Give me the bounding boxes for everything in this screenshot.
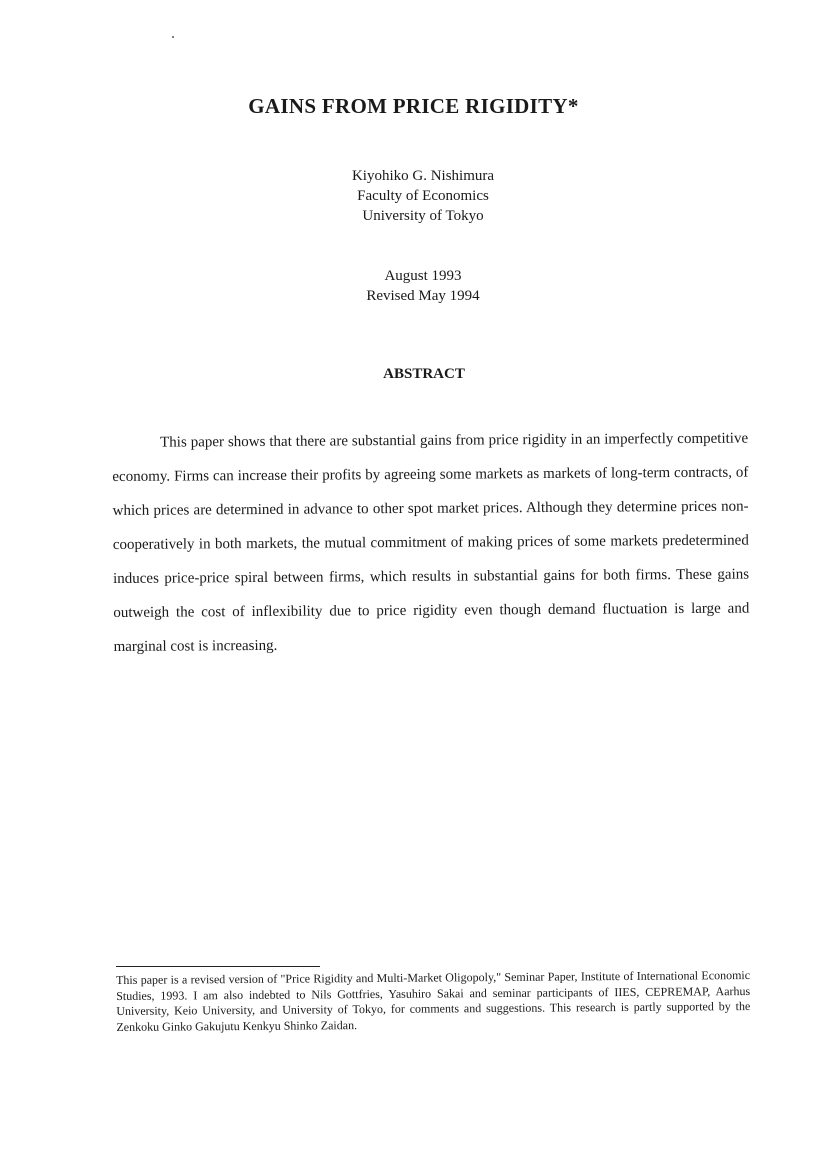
original-date: August 1993	[384, 268, 462, 284]
footnote: This paper is a revised version of "Price Rigidity and Multi-Market Oligopoly," Seminar Paper, Institute of International Economic Studies, 1993. I am also indebted to Nils Gottfries, Yasuhiro Sakai and seminar participants of IIES, CEPREMAP, Aarhus University, Keio University, and University of Tokyo, for comments and suggestions. This research is partly supported by the Zenkoku Ginko Gakujutu Kenkyu Shinko Zaidan.	[116, 968, 751, 1034]
author-affiliation-faculty: Faculty of Economics	[357, 188, 489, 204]
footnote-rule	[116, 966, 320, 967]
author-affiliation-university: University of Tokyo	[362, 208, 484, 224]
date-block	[300, 266, 546, 306]
author-name: Kiyohiko G. Nishimura	[351, 168, 495, 184]
author-block	[300, 166, 546, 226]
abstract-heading: ABSTRACT	[383, 366, 465, 382]
abstract-body: This paper shows that there are substantial gains from price rigidity in an imperfectly competitive economy. Firms can increase their profits by agreeing some markets as markets of long-term contracts, of which prices are determined in advance to other spot market prices. Although they determine prices non-cooperatively in both markets, the mutual commitment of making prices of some markets predetermined induces price-price spiral between firms, which results in substantial gains for both firms. These gains outweigh the cost of inflexibility due to price rigidity even though demand fluctuation is large and marginal cost is increasing.	[112, 430, 750, 655]
scan-speck	[172, 36, 174, 38]
revised-date: Revised May 1994	[366, 288, 480, 304]
paper-title: GAINS FROM PRICE RIGIDITY*	[248, 94, 579, 118]
